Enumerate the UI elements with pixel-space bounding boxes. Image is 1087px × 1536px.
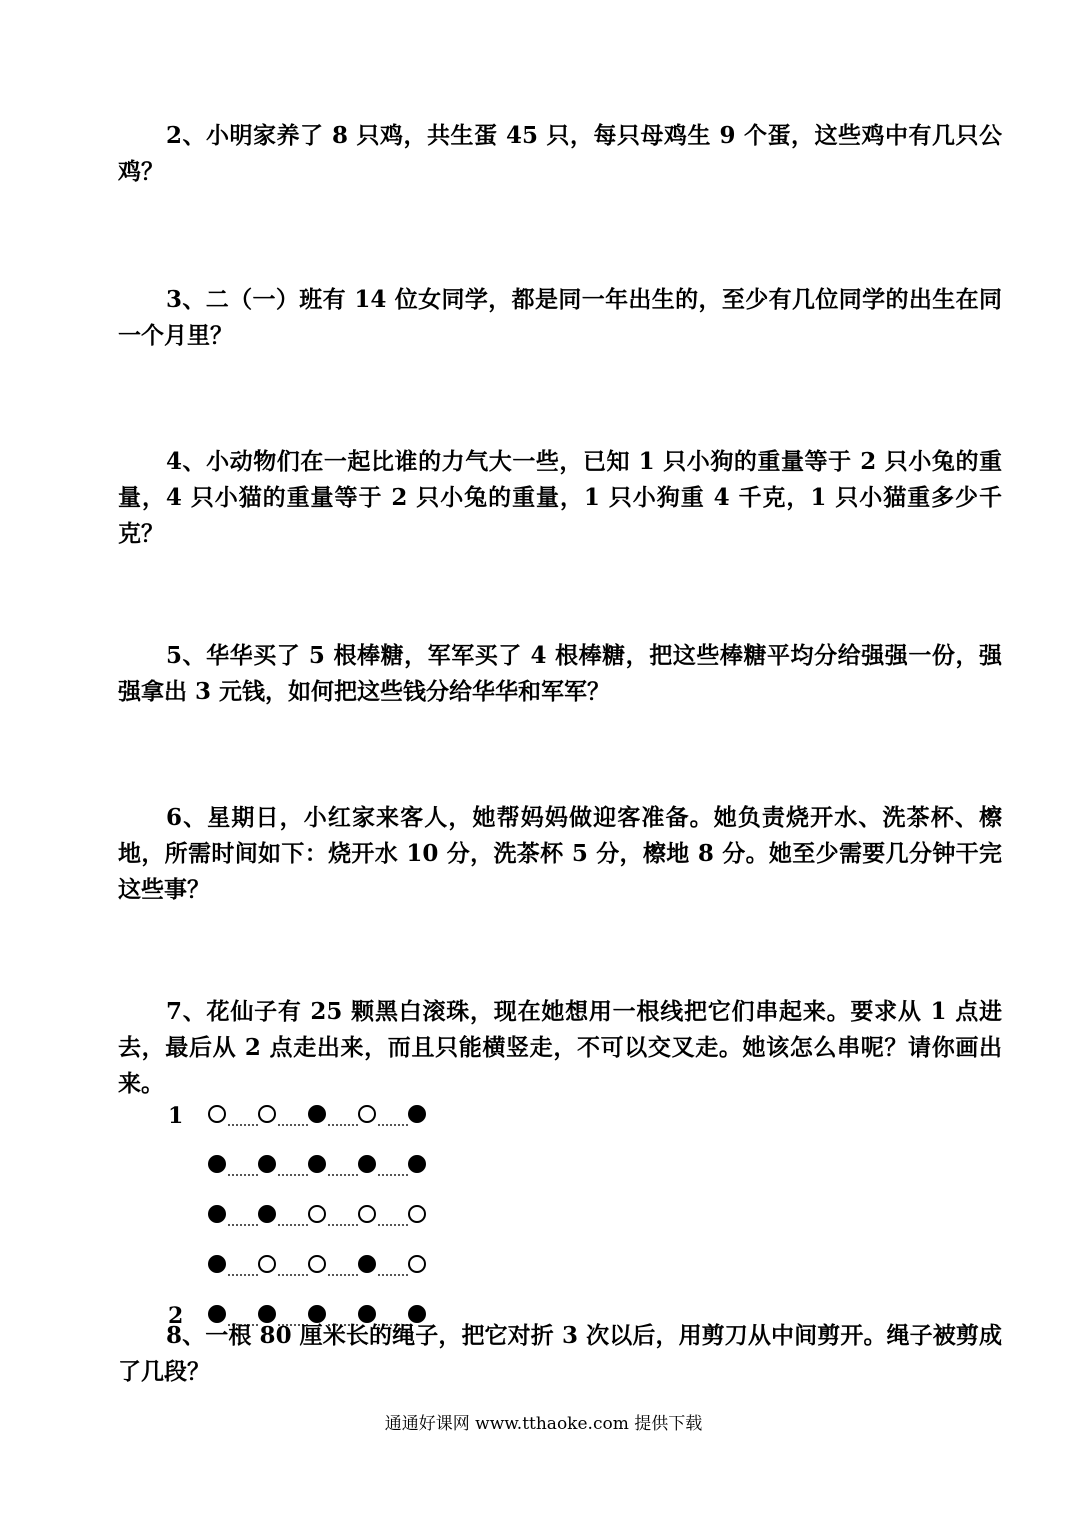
black-bead xyxy=(258,1155,276,1173)
black-bead xyxy=(408,1105,426,1123)
dotted-connector xyxy=(328,1172,358,1176)
start-point-label: 1 xyxy=(168,1103,184,1129)
white-bead xyxy=(258,1105,276,1123)
white-bead xyxy=(308,1205,326,1223)
bead-row xyxy=(168,1098,448,1134)
black-bead xyxy=(208,1155,226,1173)
dotted-connector xyxy=(228,1122,258,1126)
white-bead xyxy=(408,1255,426,1273)
dotted-connector xyxy=(328,1122,358,1126)
dotted-connector xyxy=(278,1222,308,1226)
black-bead xyxy=(358,1255,376,1273)
black-bead xyxy=(208,1205,226,1223)
end-point-label: 2 xyxy=(168,1303,184,1329)
black-bead xyxy=(308,1155,326,1173)
dotted-connector xyxy=(328,1222,358,1226)
dotted-connector xyxy=(228,1272,258,1276)
white-bead xyxy=(358,1105,376,1123)
bead-row xyxy=(168,1148,448,1184)
question-7-text: 7、花仙子有 25 颗黑白滚珠，现在她想用一根线把它们串起来。要求从 1 点进去，最后从 2 点走出来，而且只能横竖走，不可以交叉走。她该怎么串呢？请你画出来。 xyxy=(118,998,1002,1097)
question-8-text: 8、一根 80 厘米长的绳子，把它对折 3 次以后，用剪刀从中间剪开。绳子被剪成了几段？ xyxy=(118,1322,1002,1385)
page-footer: 通通好课网 www.tthaoke.com 提供下载 xyxy=(384,1414,703,1434)
dotted-connector xyxy=(328,1272,358,1276)
dotted-connector xyxy=(378,1272,408,1276)
question-5-text: 5、华华买了 5 根棒糖，军军买了 4 根棒糖，把这些棒糖平均分给强强一份，强强拿出 3 元钱，如何把这些钱分给华华和军军？ xyxy=(118,642,1002,705)
white-bead xyxy=(408,1205,426,1223)
dotted-connector xyxy=(378,1222,408,1226)
question-2 xyxy=(118,118,1002,190)
white-bead xyxy=(208,1105,226,1123)
question-8 xyxy=(118,1318,1002,1390)
bead-row xyxy=(168,1198,448,1234)
dotted-connector xyxy=(228,1172,258,1176)
dotted-connector xyxy=(278,1122,308,1126)
question-3 xyxy=(118,282,1002,354)
black-bead xyxy=(208,1255,226,1273)
dotted-connector xyxy=(378,1122,408,1126)
bead-grid xyxy=(168,1098,448,1329)
white-bead xyxy=(258,1255,276,1273)
black-bead xyxy=(308,1105,326,1123)
dotted-connector xyxy=(378,1172,408,1176)
question-5 xyxy=(118,638,1002,710)
white-bead xyxy=(308,1255,326,1273)
dotted-connector xyxy=(228,1222,258,1226)
question-3-text: 3、二（一）班有 14 位女同学，都是同一年出生的，至少有几位同学的出生在同一个月里？ xyxy=(118,286,1002,349)
black-bead xyxy=(258,1205,276,1223)
black-bead xyxy=(358,1155,376,1173)
white-bead xyxy=(358,1205,376,1223)
question-2-text: 2、小明家养了 8 只鸡，共生蛋 45 只，每只母鸡生 9 个蛋，这些鸡中有几只公鸡？ xyxy=(118,122,1002,185)
dotted-connector xyxy=(278,1172,308,1176)
black-bead xyxy=(408,1155,426,1173)
question-4-text: 4、小动物们在一起比谁的力气大一些，已知 1 只小狗的重量等于 2 只小兔的重量，4 只小猫的重量等于 2 只小兔的重量，1 只小狗重 4 千克，1 只小猫重多少千克？ xyxy=(118,448,1002,547)
question-7 xyxy=(118,994,1002,1102)
question-6 xyxy=(118,800,1002,908)
bead-row xyxy=(168,1248,448,1284)
question-4 xyxy=(118,444,1002,552)
question-6-text: 6、星期日，小红家来客人，她帮妈妈做迎客准备。她负责烧开水、洗茶杯、檫地，所需时间如下：烧开水 10 分，洗茶杯 5 分，檫地 8 分。她至少需要几分钟干完这些事？ xyxy=(118,804,1002,903)
dotted-connector xyxy=(278,1272,308,1276)
